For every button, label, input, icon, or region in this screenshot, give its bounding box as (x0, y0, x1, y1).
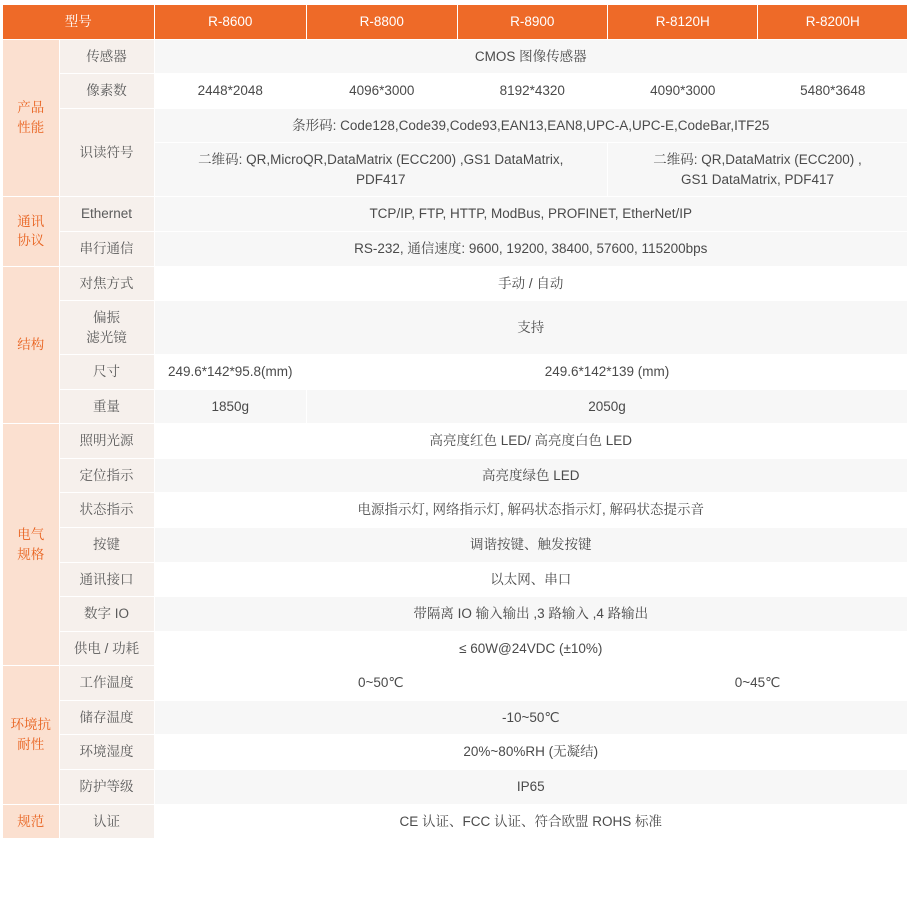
table-row (3, 700, 908, 735)
value-symbology-2d-left-line1: 二维码: QR,MicroQR,DataMatrix (ECC200) ,GS1 DataMatrix, (198, 152, 564, 168)
attr-serial: 串行通信 (59, 231, 154, 266)
value-ethernet: TCP/IP, FTP, HTTP, ModBus, PROFINET, EtherNet/IP (154, 197, 908, 232)
category-performance (3, 39, 60, 197)
value-symbology-2d-right (607, 143, 907, 197)
table-row (3, 493, 908, 528)
value-symbology-2d-left (154, 143, 607, 197)
table-header-row (3, 5, 908, 40)
attr-polarizer (59, 301, 154, 355)
table-row (3, 458, 908, 493)
table-row (3, 301, 908, 355)
category-performance-line2: 性能 (17, 119, 45, 135)
table-row (3, 666, 908, 701)
attr-status-indicator: 状态指示 (59, 493, 154, 528)
value-light-source: 高亮度红色 LED/ 高亮度白色 LED (154, 424, 908, 459)
value-operating-temp-right: 0~45℃ (607, 666, 907, 701)
attr-buttons: 按键 (59, 528, 154, 563)
category-protocol (3, 197, 60, 266)
specification-table (2, 4, 908, 839)
attr-power: 供电 / 功耗 (59, 631, 154, 666)
table-row (3, 631, 908, 666)
value-sensor: CMOS 图像传感器 (154, 39, 908, 74)
table-row (3, 424, 908, 459)
table-row (3, 355, 908, 390)
value-symbology-2d-right-line1: 二维码: QR,DataMatrix (ECC200) , (653, 152, 862, 168)
category-environment-line1: 环境抗 (10, 717, 52, 733)
value-position-indicator: 高亮度绿色 LED (154, 458, 908, 493)
header-model-r8120h: R-8120H (607, 5, 757, 40)
value-weight-left: 1850g (154, 389, 307, 424)
table-row (3, 804, 908, 839)
value-status-indicator: 电源指示灯, 网络指示灯, 解码状态指示灯, 解码状态提示音 (154, 493, 908, 528)
attr-position-indicator: 定位指示 (59, 458, 154, 493)
value-pixels-r8120h: 4090*3000 (607, 74, 757, 109)
value-size-right: 249.6*142*139 (mm) (307, 355, 908, 390)
value-storage-temp: -10~50℃ (154, 700, 908, 735)
attr-comm-interface: 通讯接口 (59, 562, 154, 597)
value-operating-temp-left: 0~50℃ (154, 666, 607, 701)
category-environment (3, 666, 60, 804)
value-focus: 手动 / 自动 (154, 266, 908, 301)
attr-ethernet: Ethernet (59, 197, 154, 232)
table-row (3, 197, 908, 232)
value-pixels-r8600: 2448*2048 (154, 74, 307, 109)
category-protocol-line1: 通讯 (17, 213, 45, 229)
category-electrical-line2: 规格 (17, 546, 45, 562)
attr-polarizer-line2: 滤光镜 (86, 329, 127, 345)
attr-sensor: 传感器 (59, 39, 154, 74)
attr-symbology: 识读符号 (59, 108, 154, 197)
category-electrical-line1: 电气 (17, 527, 45, 543)
table-row (3, 528, 908, 563)
value-serial: RS-232, 通信速度: 9600, 19200, 38400, 57600, 115200bps (154, 231, 908, 266)
value-weight-right: 2050g (307, 389, 908, 424)
attr-size: 尺寸 (59, 355, 154, 390)
attr-operating-temp: 工作温度 (59, 666, 154, 701)
value-comm-interface: 以太网、串口 (154, 562, 908, 597)
value-symbology-barcode: 条形码: Code128,Code39,Code93,EAN13,EAN8,UPC-A,UPC-E,CodeBar,ITF25 (154, 108, 908, 143)
category-protocol-line2: 协议 (17, 233, 45, 249)
value-certification: CE 认证、FCC 认证、符合欧盟 ROHS 标准 (154, 804, 908, 839)
table-row (3, 266, 908, 301)
attr-protection: 防护等级 (59, 769, 154, 804)
header-model-label: 型号 (3, 5, 155, 40)
value-humidity: 20%~80%RH (无凝结) (154, 735, 908, 770)
attr-focus: 对焦方式 (59, 266, 154, 301)
table-row (3, 39, 908, 74)
table-row (3, 597, 908, 632)
category-electrical (3, 424, 60, 666)
category-environment-line2: 耐性 (17, 736, 45, 752)
category-structure: 结构 (3, 266, 60, 424)
table-row (3, 769, 908, 804)
attr-digital-io: 数字 IO (59, 597, 154, 632)
table-row (3, 562, 908, 597)
value-size-left: 249.6*142*95.8(mm) (154, 355, 307, 390)
category-performance-line1: 产品 (17, 100, 45, 116)
value-power: ≤ 60W@24VDC (±10%) (154, 631, 908, 666)
table-row (3, 74, 908, 109)
value-protection: IP65 (154, 769, 908, 804)
table-row (3, 108, 908, 143)
value-polarizer: 支持 (154, 301, 908, 355)
attr-storage-temp: 储存温度 (59, 700, 154, 735)
table-row (3, 231, 908, 266)
attr-polarizer-line1: 偏振 (93, 310, 121, 326)
category-standard: 规范 (3, 804, 60, 839)
attr-humidity: 环境湿度 (59, 735, 154, 770)
header-model-r8600: R-8600 (154, 5, 307, 40)
table-row (3, 389, 908, 424)
header-model-r8900: R-8900 (457, 5, 607, 40)
table-row (3, 735, 908, 770)
value-symbology-2d-left-line2: PDF417 (355, 171, 406, 187)
header-model-r8200h: R-8200H (758, 5, 908, 40)
attr-certification: 认证 (59, 804, 154, 839)
attr-pixels: 像素数 (59, 74, 154, 109)
value-symbology-2d-right-line2: GS1 DataMatrix, PDF417 (680, 171, 835, 187)
value-pixels-r8200h: 5480*3648 (758, 74, 908, 109)
attr-light-source: 照明光源 (59, 424, 154, 459)
header-model-r8800: R-8800 (307, 5, 457, 40)
value-pixels-r8900: 8192*4320 (457, 74, 607, 109)
value-digital-io: 带隔离 IO 输入输出 ,3 路输入 ,4 路输出 (154, 597, 908, 632)
value-pixels-r8800: 4096*3000 (307, 74, 457, 109)
value-buttons: 调谐按键、触发按键 (154, 528, 908, 563)
attr-weight: 重量 (59, 389, 154, 424)
